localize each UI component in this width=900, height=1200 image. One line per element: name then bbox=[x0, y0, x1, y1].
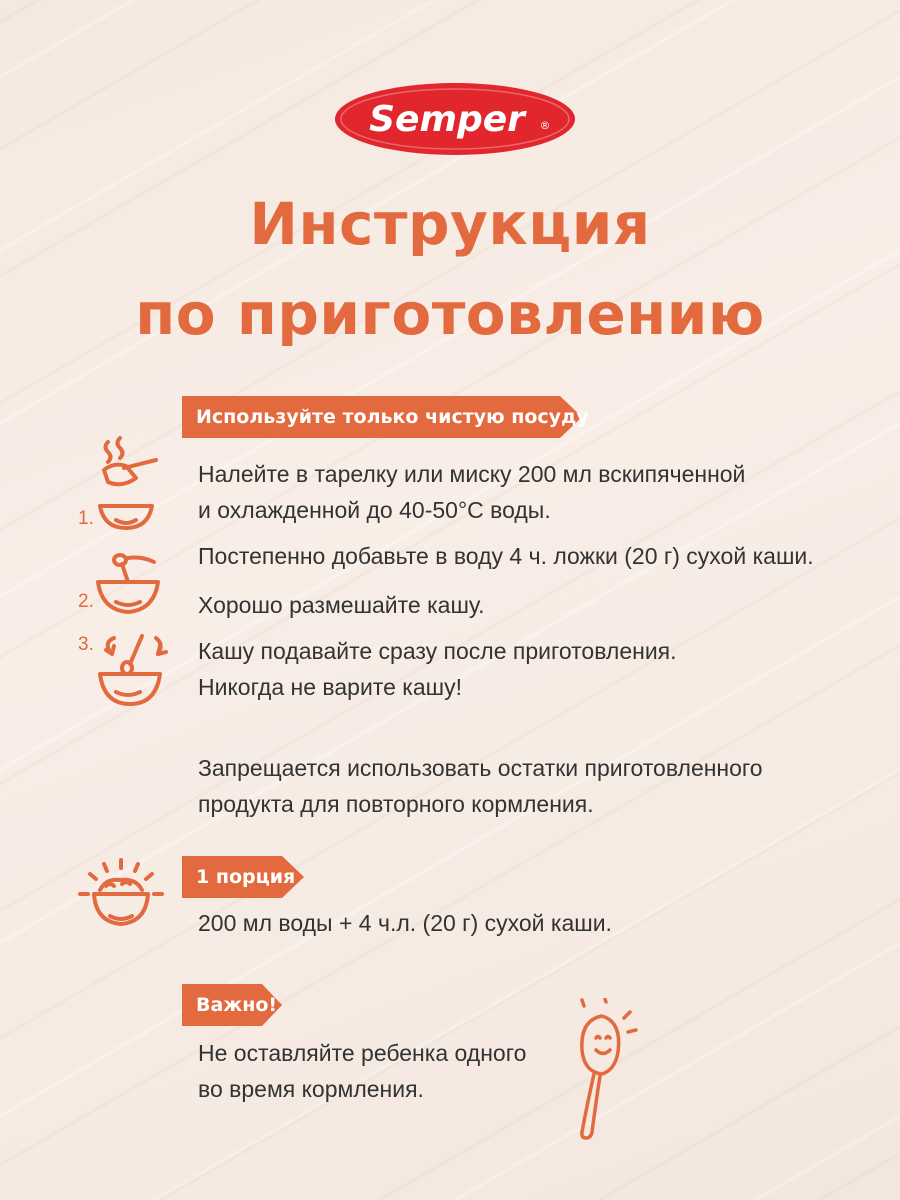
leftovers-warning bbox=[198, 750, 763, 822]
important-line-2: во время кормления. bbox=[198, 1076, 424, 1102]
page-title-line-2: по приготовлению bbox=[135, 280, 765, 348]
stirring-bowl-icon bbox=[94, 630, 184, 710]
logo-text: Semper bbox=[369, 99, 525, 140]
portion-text: 200 мл воды + 4 ч.л. (20 г) сухой каши. bbox=[198, 910, 612, 936]
step-2-text bbox=[198, 538, 814, 574]
step-1-text bbox=[198, 456, 745, 528]
step-number-1: 1. bbox=[78, 508, 94, 529]
tag-portion-label: 1 порция bbox=[196, 866, 296, 888]
step-number-3: 3. bbox=[78, 634, 94, 655]
tag-clean-dishes bbox=[182, 396, 589, 438]
tag-important-label: Важно! bbox=[196, 994, 278, 1016]
step-number-2: 2. bbox=[78, 591, 94, 612]
tag-important bbox=[182, 984, 282, 1026]
page-title-line-1: Инструкция bbox=[249, 190, 651, 258]
step-3-text bbox=[198, 633, 677, 705]
step-2-text-extra bbox=[198, 587, 485, 623]
important-line-1: Не оставляйте ребенка одного bbox=[198, 1040, 527, 1066]
important-text bbox=[198, 1035, 526, 1107]
leftovers-warning-line-1: Запрещается использовать остатки приготовленного bbox=[198, 755, 763, 781]
porridge-bowl-icon bbox=[76, 856, 166, 940]
logo-mark: ® bbox=[539, 119, 551, 132]
semper-logo bbox=[333, 81, 577, 157]
step-1-line-1: Налейте в тарелку или миску 200 мл вскипяченной bbox=[198, 461, 746, 487]
step-2-line-2: Хорошо размешайте кашу. bbox=[198, 592, 485, 618]
pot-and-bowl-icon bbox=[94, 436, 174, 536]
tag-portion bbox=[182, 856, 304, 898]
step-1-line-2: и охлажденной до 40-50°С воды. bbox=[198, 497, 551, 523]
spoon-into-bowl-icon bbox=[94, 552, 164, 622]
leftovers-warning-line-2: продукта для повторного кормления. bbox=[198, 791, 594, 817]
tag-clean-dishes-label: Используйте только чистую посуду bbox=[196, 406, 589, 428]
step-2-line-1: Постепенно добавьте в воду 4 ч. ложки (20 г) сухой каши. bbox=[198, 543, 814, 569]
step-3-line-1: Кашу подавайте сразу после приготовления. bbox=[198, 638, 677, 664]
step-3-line-2: Никогда не варите кашу! bbox=[198, 674, 462, 700]
smiling-spoon-icon bbox=[566, 998, 646, 1140]
